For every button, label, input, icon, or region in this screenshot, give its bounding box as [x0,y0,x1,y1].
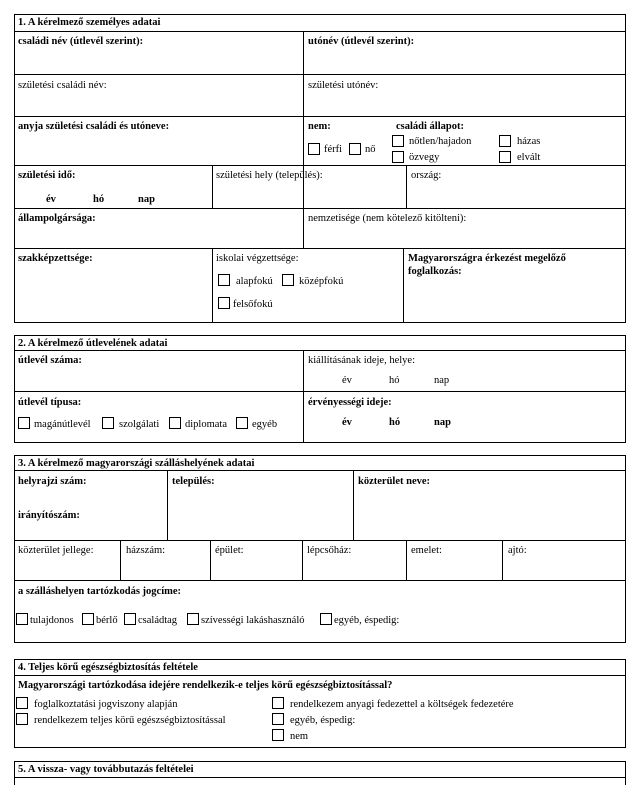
edu-primary-checkbox[interactable] [218,274,230,286]
birth-place-field[interactable]: születési hely (település): [216,170,323,181]
sex-female-label: nő [365,144,376,155]
marital-single-checkbox[interactable] [392,135,404,147]
type-diplomatic-label: diplomata [185,419,227,430]
sex-male-checkbox[interactable] [308,143,320,155]
divider [14,165,626,166]
insurance-means-label: rendelkezem anyagi fedezettel a költségek fedezetére [290,699,514,710]
type-service-checkbox[interactable] [102,417,114,429]
type-private-label: magánútlevél [34,419,91,430]
divider [14,248,626,249]
divider [167,470,168,540]
divider [303,350,304,443]
insurance-other-label: egyéb, éspedig: [290,715,356,726]
type-diplomatic-checkbox[interactable] [169,417,181,429]
postcode-field[interactable]: irányítószám: [18,510,80,521]
validity-label: érvényességi ideje: [308,397,392,408]
marital-divorced-checkbox[interactable] [499,151,511,163]
issue-month-label: hó [389,375,400,386]
marital-status-label: családi állapot: [396,121,464,132]
type-service-label: szolgálati [119,419,160,430]
right-tenant-label: bérlő [96,615,118,626]
marital-married-checkbox[interactable] [499,135,511,147]
insurance-employment-checkbox[interactable] [16,697,28,709]
title-of-residence-label: a szálláshelyen tartózkodás jogcíme: [18,586,182,597]
insurance-full-label: rendelkezem teljes körű egészségbiztosítással [34,715,226,726]
validity-year-label: év [342,417,352,428]
right-family-checkbox[interactable] [124,613,136,625]
settlement-field[interactable]: település: [172,476,215,487]
passport-type-label: útlevél típusa: [18,397,82,408]
divider [353,470,354,540]
right-tenant-checkbox[interactable] [82,613,94,625]
section-3-title: 3. A kérelmező magyarországi szálláshelyének adatai [18,458,255,469]
street-name-field[interactable]: közterület neve: [358,476,431,487]
qualification-field[interactable]: szakképzettsége: [18,253,93,264]
given-name-field[interactable]: utónév (útlevél szerint): [308,36,415,47]
right-owner-label: tulajdonos [30,615,74,626]
mother-name-field[interactable]: anyja születési családi és utóneve: [18,121,170,132]
divider [502,540,503,580]
insurance-no-checkbox[interactable] [272,729,284,741]
divider [212,165,213,208]
birth-given-name-field[interactable]: születési utónév: [308,80,379,91]
street-type-field[interactable]: közterület jellege: [18,545,94,556]
citizenship-field[interactable]: állampolgársága: [18,213,96,224]
birth-day-label: nap [138,194,155,205]
divider [403,248,404,323]
section-4-title: 4. Teljes körű egészségbiztosítás feltétele [18,662,198,673]
birth-year-label: év [46,194,56,205]
divider [303,208,304,248]
issue-day-label: nap [434,375,450,386]
divider [14,777,626,778]
divider [14,116,626,117]
divider [14,350,626,351]
section-2-title: 2. A kérelmező útlevelének adatai [18,338,168,349]
edu-secondary-checkbox[interactable] [282,274,294,286]
marital-divorced-label: elvált [517,152,541,163]
right-other-label: egyéb, éspedig: [334,615,400,626]
house-number-field[interactable]: házszám: [126,545,166,556]
divider [14,31,626,32]
divider [14,208,626,209]
marital-widowed-checkbox[interactable] [392,151,404,163]
family-name-field[interactable]: családi név (útlevél szerint): [18,36,144,47]
type-other-checkbox[interactable] [236,417,248,429]
section-5-title: 5. A vissza- vagy továbbutazás feltételei [18,764,194,775]
validity-day-label: nap [434,417,451,428]
right-other-checkbox[interactable] [320,613,332,625]
divider [406,540,407,580]
insurance-other-checkbox[interactable] [272,713,284,725]
divider [14,540,626,541]
insurance-means-checkbox[interactable] [272,697,284,709]
building-field[interactable]: épület: [215,545,244,556]
insurance-no-label: nem [290,731,309,742]
insurance-full-checkbox[interactable] [16,713,28,725]
right-favor-checkbox[interactable] [187,613,199,625]
occupation-field[interactable]: foglalkozás: [408,266,462,277]
divider [14,74,626,75]
divider [406,165,407,208]
insurance-employment-label: foglalkoztatási jogviszony alapján [34,699,178,710]
education-label: iskolai végzettsége: [216,253,299,264]
door-field[interactable]: ajtó: [508,545,527,556]
validity-month-label: hó [389,417,401,428]
country-field[interactable]: ország: [411,170,442,181]
divider [210,540,211,580]
marital-widowed-label: özvegy [409,152,440,163]
divider [302,540,303,580]
birth-date-label: születési idő: [18,170,76,181]
occupation-label: Magyarországra érkezést megelőző [408,253,566,264]
divider [14,580,626,581]
sex-female-checkbox[interactable] [349,143,361,155]
issue-date-place-field[interactable]: kiállításának ideje, helye: [308,355,415,366]
right-owner-checkbox[interactable] [16,613,28,625]
right-favor-label: szívességi lakáshasználó [201,615,305,626]
edu-higher-checkbox[interactable] [218,297,230,309]
insurance-question: Magyarországi tartózkodása idejére rendelkezik-e teljes körű egészségbiztosítással? [18,680,393,691]
nationality-field[interactable]: nemzetisége (nem kötelező kitölteni): [308,213,467,224]
edu-primary-label: alapfokú [236,276,273,287]
marital-married-label: házas [517,136,541,147]
sex-label: nem: [308,121,331,132]
floor-field[interactable]: emelet: [411,545,442,556]
divider [120,540,121,580]
lot-number-field[interactable]: helyrajzi szám: [18,476,87,487]
passport-number-field[interactable]: útlevél száma: [18,355,82,366]
divider [14,470,626,471]
sex-male-label: férfi [324,144,343,155]
marital-single-label: nőtlen/hajadon [409,136,472,147]
birth-family-name-field[interactable]: születési családi név: [18,80,107,91]
section-1-title: 1. A kérelmező személyes adatai [18,17,161,28]
divider [212,248,213,323]
issue-year-label: év [342,375,352,386]
divider [14,391,626,392]
birth-month-label: hó [93,194,105,205]
right-family-label: családtag [138,615,178,626]
divider [14,675,626,676]
edu-higher-label: felsőfokú [233,299,273,310]
edu-secondary-label: középfokú [299,276,344,287]
type-private-checkbox[interactable] [18,417,30,429]
type-other-label: egyéb [252,419,278,430]
staircase-field[interactable]: lépcsőház: [307,545,352,556]
